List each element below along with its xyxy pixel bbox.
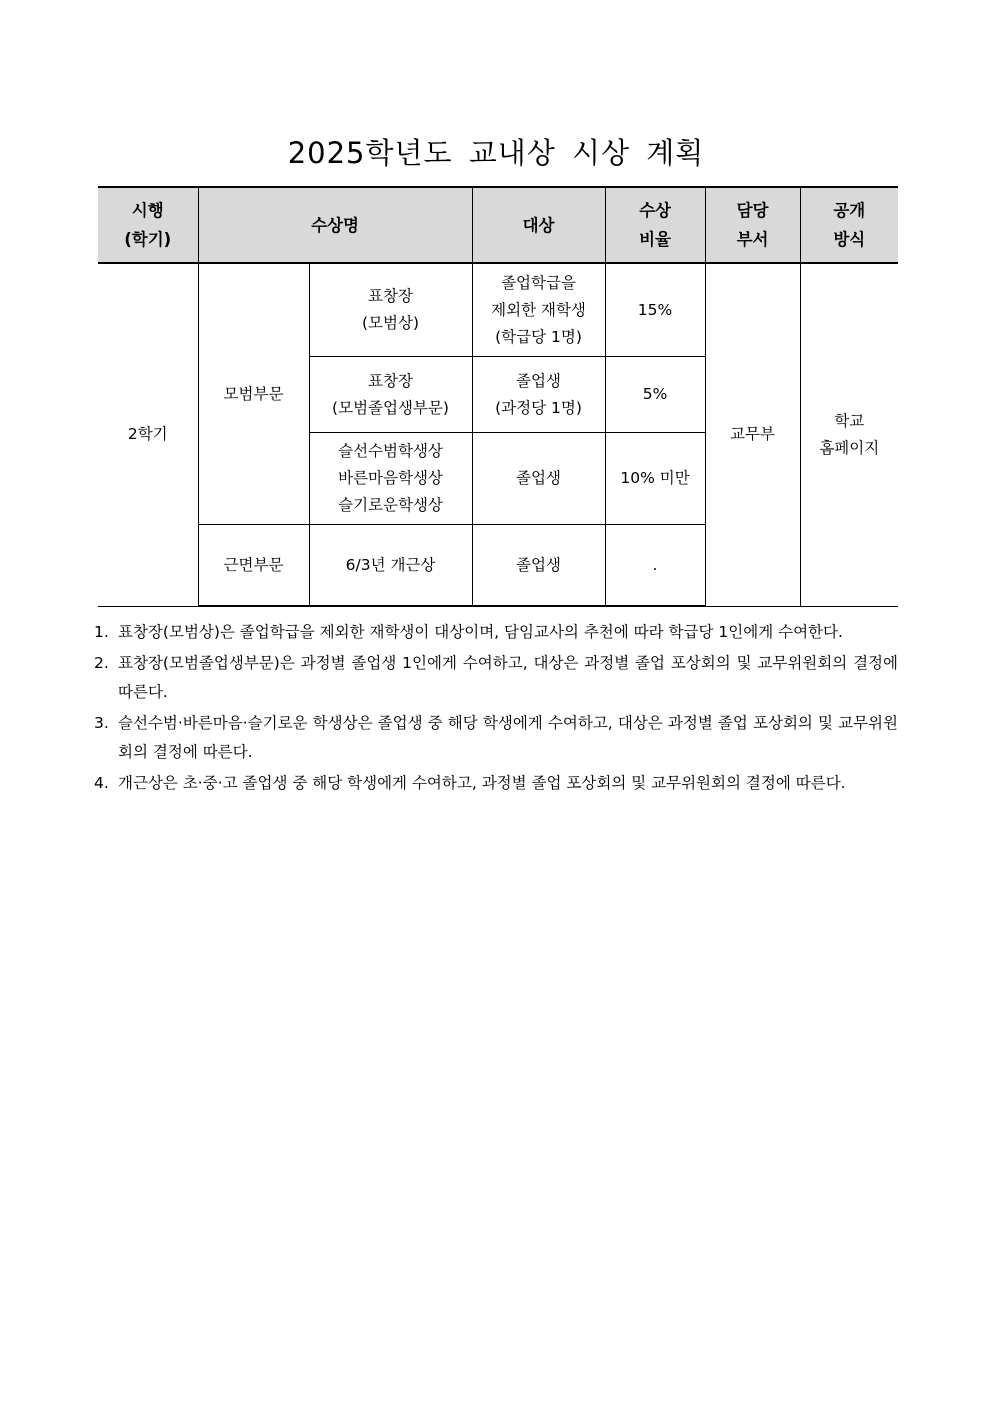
disclosure-cell: 학교 홈페이지 xyxy=(800,263,898,606)
note-number: 4. xyxy=(94,774,109,792)
department-cell: 교무부 xyxy=(705,263,800,606)
header-ratio: 수상 비율 xyxy=(605,187,705,263)
header-target: 대상 xyxy=(472,187,605,263)
note-text: 개근상은 초·중·고 졸업생 중 해당 학생에게 수여하고, 과정별 졸업 포상회의 및 교무위원회의 결정에 따른다. xyxy=(118,774,846,792)
category-attendance: 근면부문 xyxy=(198,525,309,607)
ratio-cell: 5% xyxy=(605,357,705,433)
note-number: 1. xyxy=(94,623,109,641)
award-cell: 슬선수범학생상 바른마음학생상 슬기로운학생상 xyxy=(309,433,472,525)
note-text: 표창장(모범졸업생부문)은 과정별 졸업생 1인에게 수여하고, 대상은 과정별 졸업 포상회의 및 교무위원회의 결정에 따른다. xyxy=(118,654,898,701)
note-item xyxy=(94,769,898,798)
award-cell: 표창장 (모범졸업생부문) xyxy=(309,357,472,433)
semester-cell: 2학기 xyxy=(98,263,198,606)
header-award-name: 수상명 xyxy=(198,187,472,263)
page-title: 2025학년도 교내상 시상 계획 xyxy=(287,136,705,171)
header-period: 시행 (학기) xyxy=(98,187,198,263)
award-cell: 표창장 (모범상) xyxy=(309,263,472,357)
note-text: 슬선수범·바른마음·슬기로운 학생상은 졸업생 중 해당 학생에게 수여하고, 대상은 과정별 졸업 포상회의 및 교무위원회의 결정에 따른다. xyxy=(118,714,898,761)
table-header-row xyxy=(98,187,898,263)
target-cell: 졸업학급을 제외한 재학생 (학급당 1명) xyxy=(472,263,605,357)
header-disclosure: 공개 방식 xyxy=(800,187,898,263)
note-item xyxy=(94,709,898,767)
award-cell: 6/3년 개근상 xyxy=(309,525,472,607)
target-cell: 졸업생 (과정당 1명) xyxy=(472,357,605,433)
note-item xyxy=(94,649,898,707)
ratio-cell: 10% 미만 xyxy=(605,433,705,525)
ratio-cell: 15% xyxy=(605,263,705,357)
note-number: 2. xyxy=(94,654,109,672)
award-plan-table xyxy=(98,186,898,607)
target-cell: 졸업생 xyxy=(472,525,605,607)
target-cell: 졸업생 xyxy=(472,433,605,525)
header-department: 담당 부서 xyxy=(705,187,800,263)
table-row xyxy=(98,263,898,357)
note-item xyxy=(94,618,898,647)
note-text: 표창장(모범상)은 졸업학급을 제외한 재학생이 대상이며, 담임교사의 추천에 따라 학급당 1인에게 수여한다. xyxy=(118,623,843,641)
note-number: 3. xyxy=(94,714,109,732)
category-model: 모범부문 xyxy=(198,263,309,525)
ratio-cell: . xyxy=(605,525,705,607)
notes-list xyxy=(94,618,898,800)
